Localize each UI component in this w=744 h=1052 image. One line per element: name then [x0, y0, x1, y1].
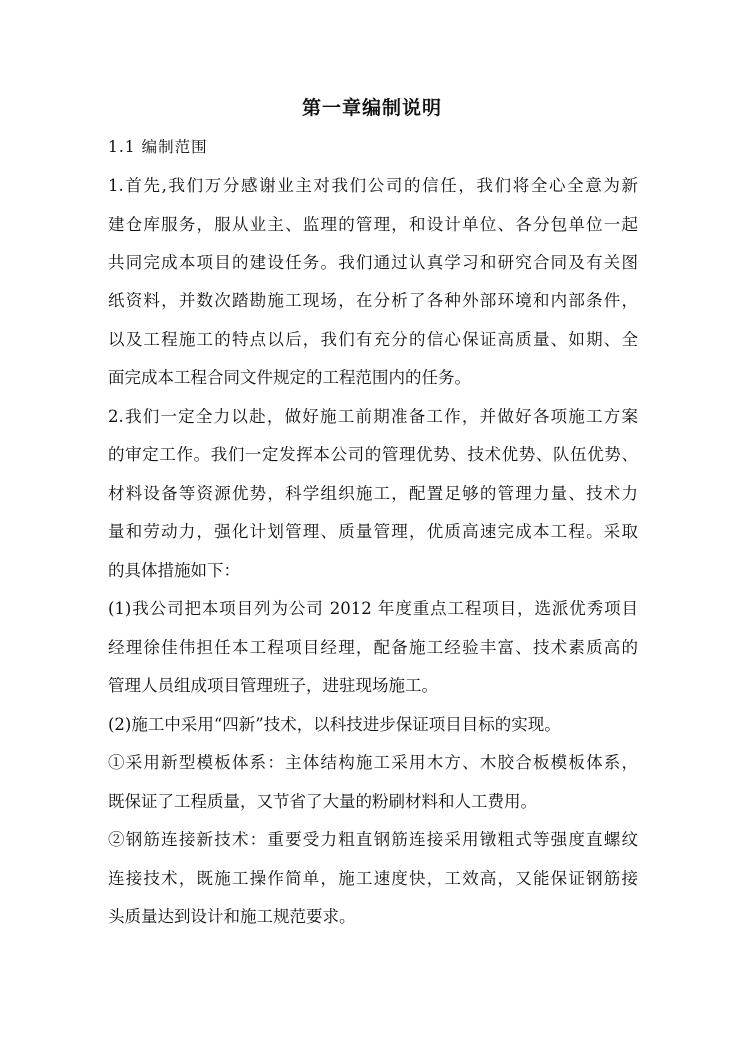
paragraph-line: (2)施工中采用“四新”技术，以科技进步保证项目目标的实现。	[108, 715, 561, 734]
paragraph-line: 既保证了工程质量，又节省了大量的粉刷材料和人工费用。	[108, 792, 537, 811]
paragraph-line: 2.我们一定全力以赴，做好施工前期准备工作，并做好各项施工方案	[108, 407, 638, 426]
paragraph-line: 头质量达到设计和施工规范要求。	[108, 907, 356, 926]
paragraph-line: (1)我公司把本项目列为公司 2012 年度重点工程项目，选派优秀项目	[108, 599, 638, 618]
paragraph-line: 管理人员组成项目管理班子，进驻现场施工。	[108, 676, 438, 695]
paragraph-line: 1.首先,我们万分感谢业主对我们公司的信任，我们将全心全意为新	[108, 176, 638, 195]
paragraph-line: 材料设备等资源优势，科学组织施工，配置足够的管理力量、技术力	[108, 484, 638, 503]
section-heading: 1.1 编制范围	[108, 138, 208, 156]
paragraph-line: 共同完成本项目的建设任务。我们通过认真学习和研究合同及有关图	[108, 253, 638, 272]
paragraph-line: 量和劳动力，强化计划管理、质量管理，优质高速完成本工程。采取	[108, 522, 638, 541]
paragraph-line: 连接技术，既施工操作简单，施工速度快，工效高，又能保证钢筋接	[108, 869, 638, 888]
paragraph-line: 的审定工作。我们一定发挥本公司的管理优势、技术优势、队伍优势、	[108, 445, 638, 464]
paragraph-line: 建仓库服务，服从业主、监理的管理，和设计单位、各分包单位一起	[108, 215, 638, 234]
paragraph-line: 以及工程施工的特点以后，我们有充分的信心保证高质量、如期、全	[108, 330, 638, 349]
paragraph-line: 的具体措施如下：	[108, 561, 240, 580]
chapter-title: 第一章编制说明	[301, 97, 442, 119]
paragraph-line: 经理徐佳伟担任本工程项目经理，配备施工经验丰富、技术素质高的	[108, 638, 638, 657]
paragraph-line: ①采用新型模板体系：主体结构施工采用木方、木胶合板模板体系，	[108, 753, 638, 772]
paragraph-line: ②钢筋连接新技术：重要受力粗直钢筋连接采用镦粗式等强度直螺纹	[108, 830, 638, 849]
paragraph-line: 纸资料，并数次踏勘施工现场，在分析了各种外部环境和内部条件，	[108, 291, 638, 310]
paragraph-line: 面完成本工程合同文件规定的工程范围内的任务。	[108, 368, 471, 387]
